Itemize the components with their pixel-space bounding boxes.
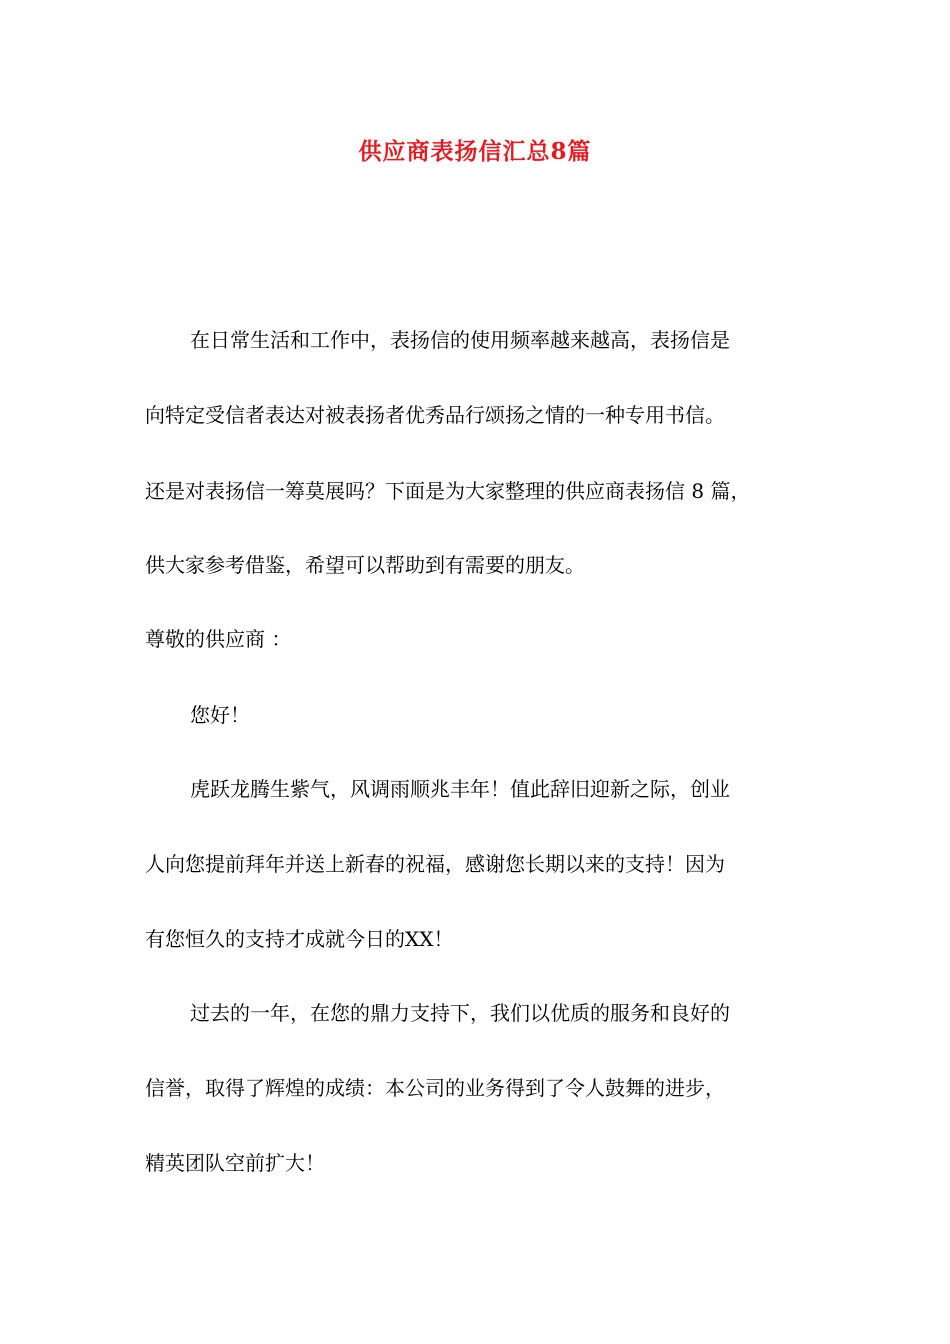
paragraph-line: 过去的一年，在您的鼎力支持下，我们以优质的服务和良好的 <box>190 1001 730 1025</box>
paragraph-line: 有您恒久的支持才成就今日的XX！ <box>145 927 454 951</box>
paragraph-line: 还是对表扬信一筹莫展吗？下面是为大家整理的供应商表扬信 8 篇， <box>145 479 751 503</box>
paragraph-line: 在日常生活和工作中，表扬信的使用频率越来越高，表扬信是 <box>190 328 730 352</box>
greeting-line: 您好！ <box>190 703 250 727</box>
paragraph-line: 供大家参考借鉴，希望可以帮助到有需要的朋友。 <box>145 553 585 577</box>
paragraph-line: 信誉，取得了辉煌的成绩：本公司的业务得到了令人鼓舞的进步， <box>145 1076 725 1100</box>
salutation-line: 尊敬的供应商 ： <box>145 627 292 651</box>
paragraph-line: 人向您提前拜年并送上新春的祝福，感谢您长期以来的支持！因为 <box>145 852 725 876</box>
paragraph-line: 虎跃龙腾生紫气，风调雨顺兆丰年！值此辞旧迎新之际，创业 <box>190 777 730 801</box>
document-title: 供应商表扬信汇总8篇 <box>358 138 592 165</box>
paragraph-line: 精英团队空前扩大！ <box>145 1151 325 1175</box>
paragraph-line: 向特定受信者表达对被表扬者优秀品行颂扬之情的一种专用书信。 <box>145 403 725 427</box>
